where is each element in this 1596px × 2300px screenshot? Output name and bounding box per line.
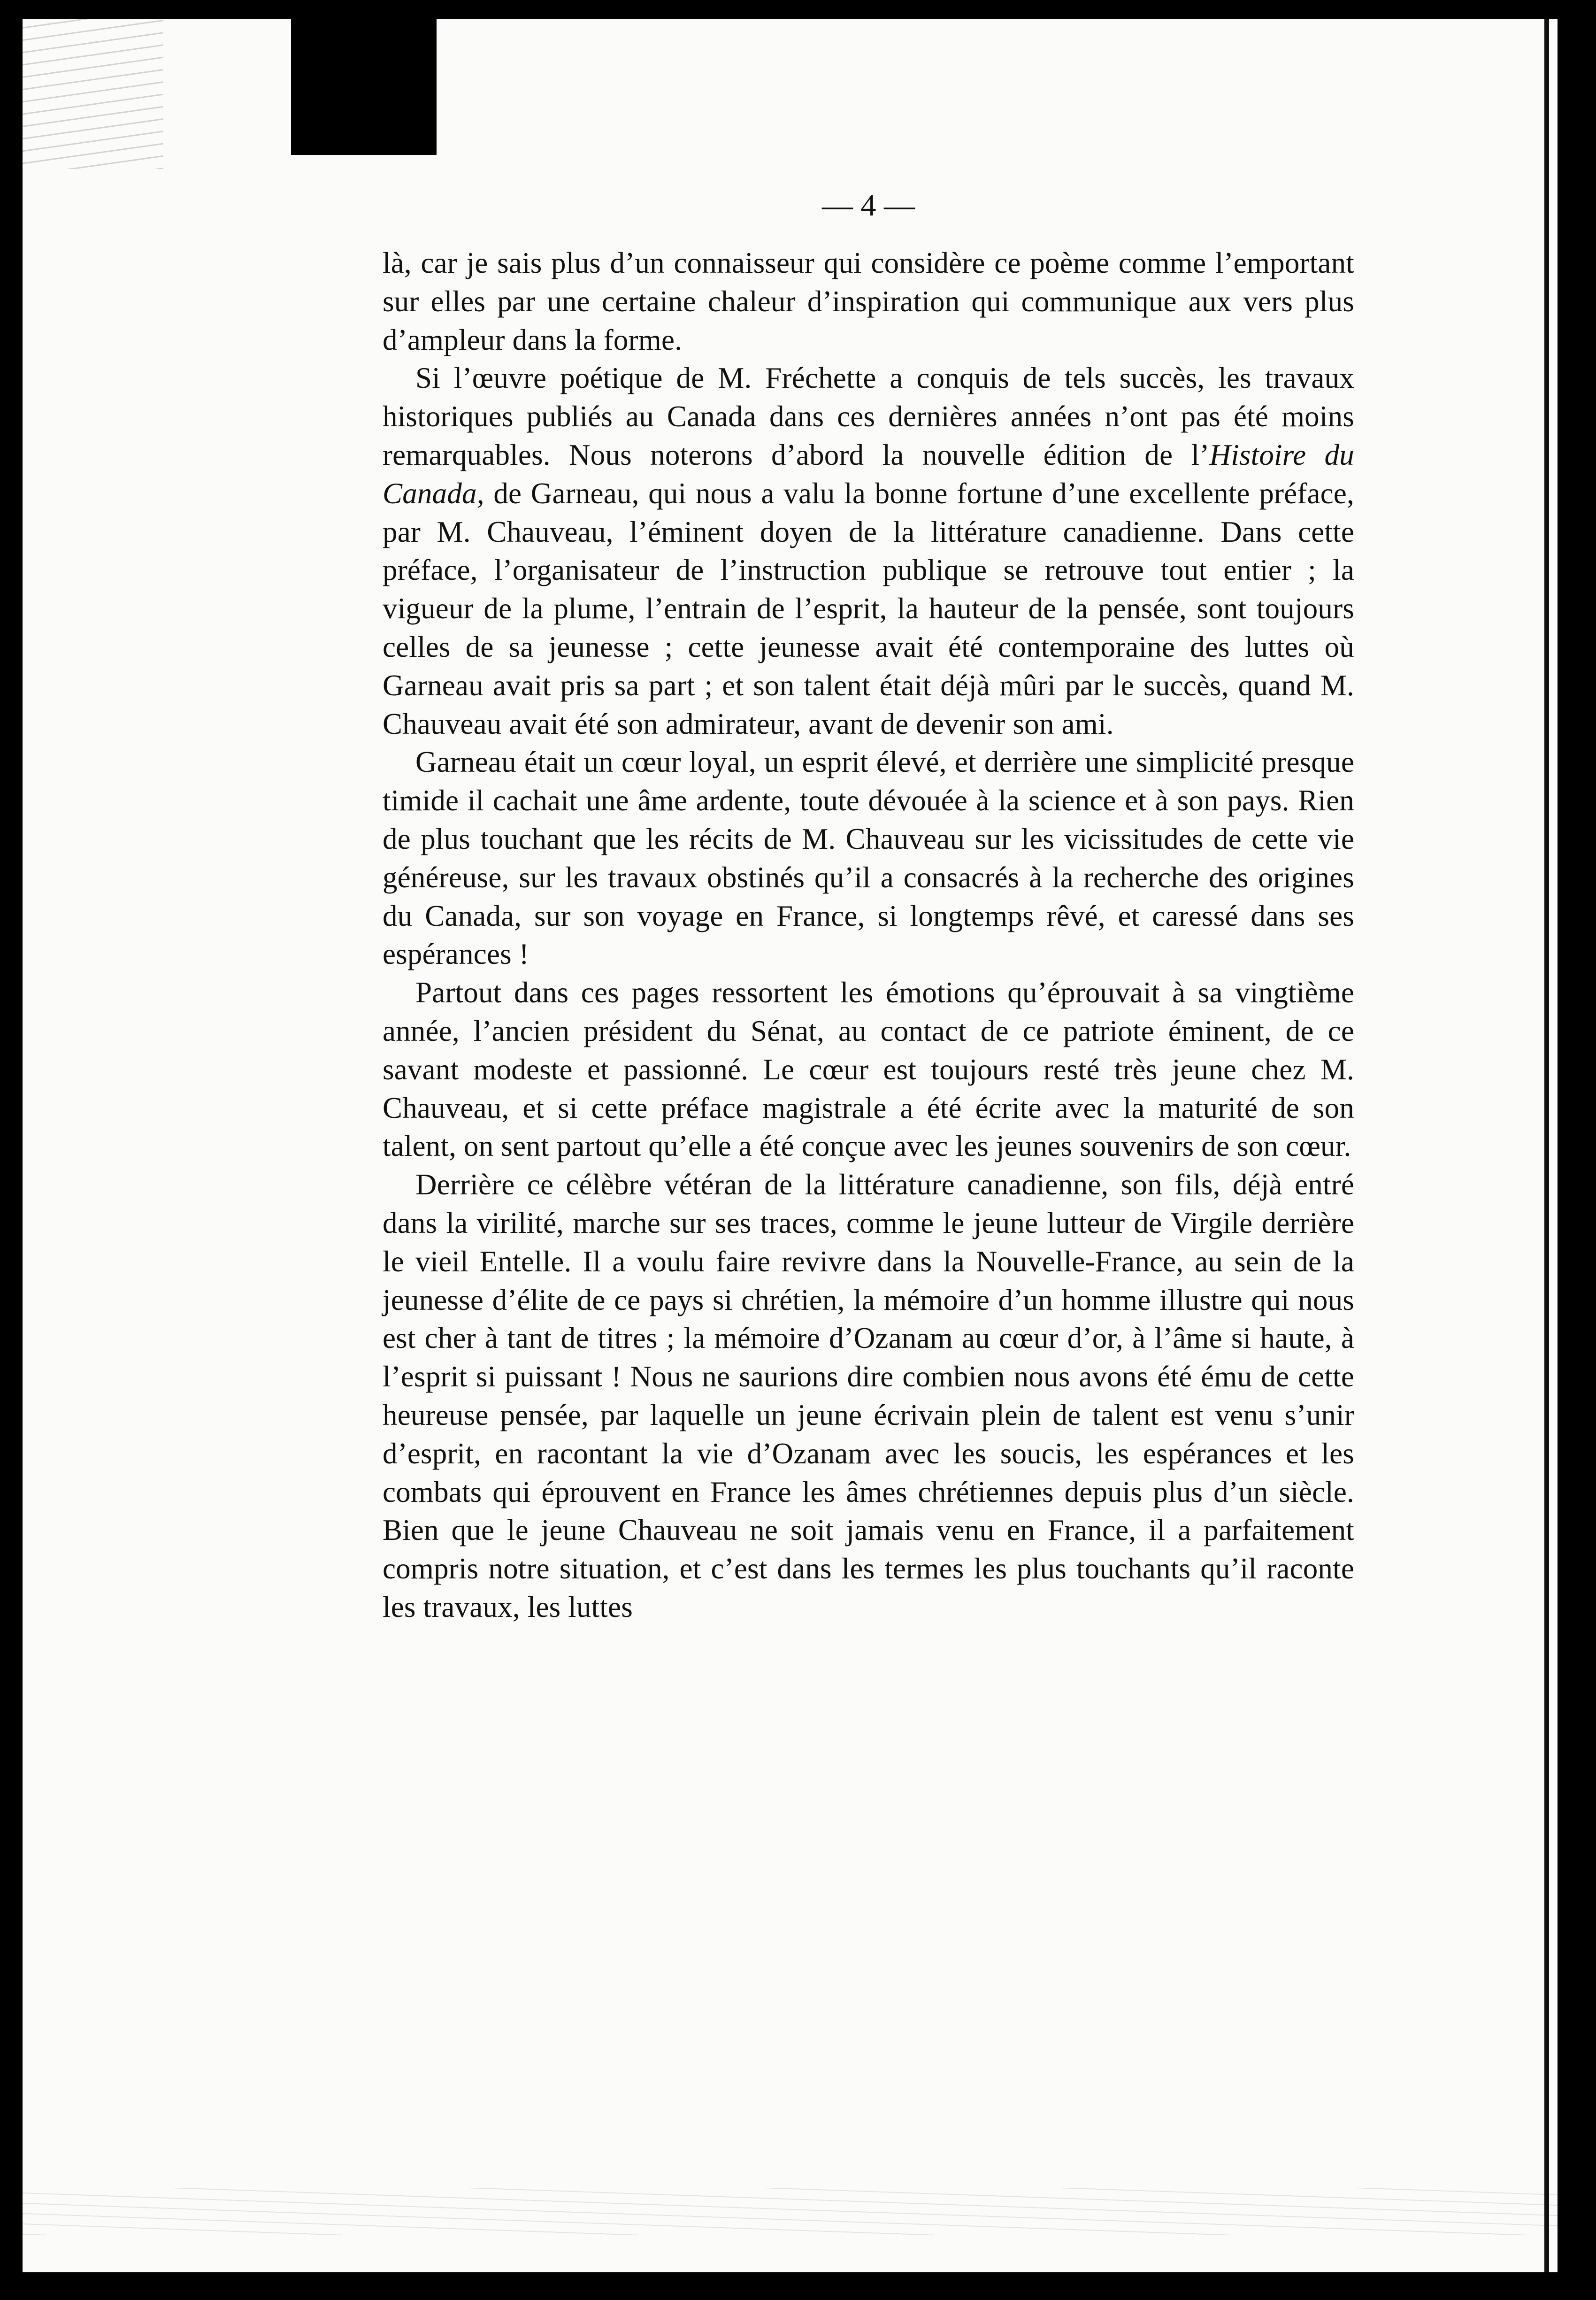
paragraph-3: Garneau était un cœur loyal, un esprit élevé, et derrière une simplicité presque timide il cachait une âme ardente, toute dévouée à la science et à son pays. Rien de plus touchant que les récits de M. Chauveau sur les vicissitudes de cette vie généreuse, sur les travaux obstinés qu’il a consacrés à la recherche des origines du Canada, sur son voyage en France, si longtemps rêvé, et caressé dans ses espérances ! bbox=[383, 746, 1354, 971]
paragraph-2-after: de Garneau, qui nous a valu la bonne fortune d’une excellente préface, par M. Chauveau, l’éminent doyen de la littérature canadienne. Dans cette préface, l’organisateur de l’instruction publique se retrouve tout entier ; la vigueur de la plume, l’entrain de l’esprit, la hauteur de la pensée, sont toujours celles de sa jeunesse ; cette jeunesse avait été contemporaine des luttes où Garneau avait pris sa part ; et son talent était déjà mûri par le succès, quand M. Chauveau avait été son admirateur, avant de devenir son ami. bbox=[383, 477, 1354, 740]
paragraph-1: là, car je sais plus d’un connaisseur qui considère ce poème comme l’emportant sur elles par une certaine chaleur d’inspiration qui communique aux vers plus d’ampleur dans la forme. bbox=[383, 246, 1354, 356]
scan-edge-noise bbox=[23, 19, 163, 169]
body-text bbox=[383, 244, 1354, 1627]
paragraph-2-before: Si l’œuvre poétique de M. Fréchette a conquis de tels succès, les travaux historiques publiés au Canada dans ces dernières années n’ont pas été moins remarquables. Nous noterons d’abord la nouvelle édition de l’ bbox=[383, 362, 1354, 471]
binding-tab bbox=[291, 0, 437, 155]
book-title-histoire-du-canada: Histoire du Canada, bbox=[383, 438, 1354, 510]
paragraph-4: Partout dans ces pages ressortent les émotions qu’éprouvait à sa vingtième année, l’ancien président du Sénat, au contact de ce patriote éminent, de ce savant modeste et passionné. Le cœur est toujours resté très jeune chez M. Chauveau, et si cette préface magistrale a été écrite avec la maturité de son talent, on sent partout qu’elle a été conçue avec les jeunes souvenirs de son cœur. bbox=[383, 976, 1354, 1163]
page-number: — 4 — bbox=[822, 188, 915, 223]
right-margin-line bbox=[1544, 19, 1549, 2272]
paragraph-2 bbox=[383, 359, 1354, 743]
paragraph-5: Derrière ce célèbre vétéran de la littérature canadienne, son fils, déjà entré dans la virilité, marche sur ses traces, comme le jeune lutteur de Virgile derrière le vieil Entelle. Il a voulu faire revivre dans la Nouvelle-France, au sein de la jeunesse d’élite de ce pays si chrétien, la mémoire d’un homme illustre qui nous est cher à tant de titres ; la mémoire d’Ozanam au cœur d’or, à l’âme si haute, à l’esprit si puissant ! Nous ne saurions dire combien nous avons été ému de cette heureuse pensée, par laquelle un jeune écrivain plein de talent est venu s’unir d’esprit, en racontant la vie d’Ozanam avec les soucis, les espérances et les combats qui éprouvent en France les âmes chrétiennes depuis plus d’un siècle. Bien que le jeune Chauveau ne soit jamais venu en France, il a parfaitement compris notre situation, et c’est dans les termes les plus touchants qu’il raconte les travaux, les luttes bbox=[383, 1168, 1354, 1623]
scan-bottom-noise bbox=[23, 2188, 1558, 2235]
